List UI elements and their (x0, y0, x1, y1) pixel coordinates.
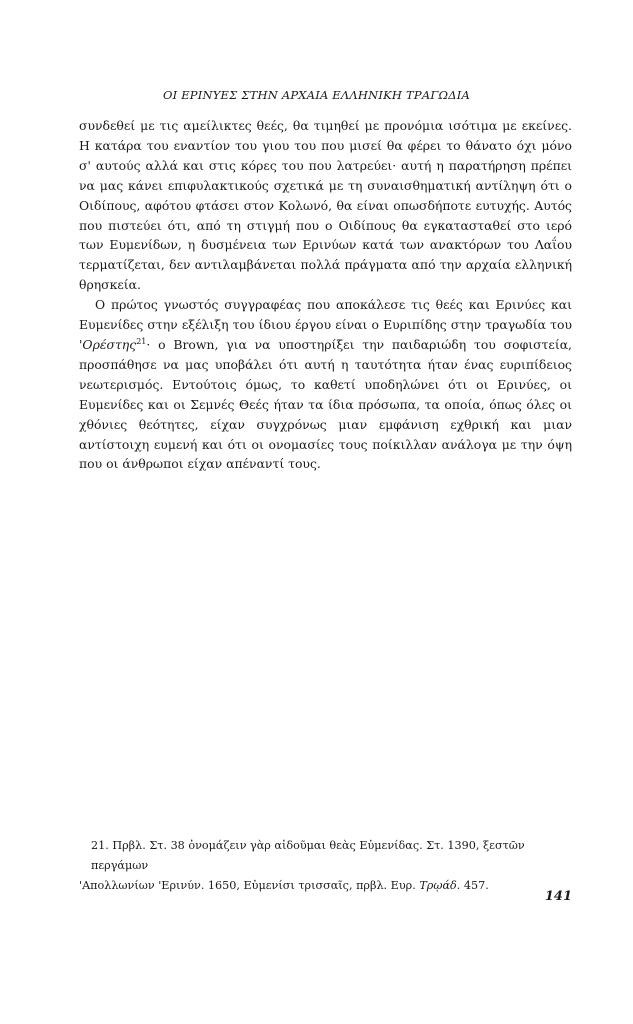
footnote-line-2-part-b: 457. (463, 879, 489, 892)
footnote-line-2-part-a: 'Απολλωνίων 'Ερινύν. 1650, Εὐμενίσι τρισσαῖς, πρβλ. Ευρ. (79, 879, 416, 892)
work-title: 'Ορέστης (79, 336, 137, 352)
running-head: ΟΙ ΕΡΙΝΥΕΣ ΣΤΗΝ ΑΡΧΑΙΑ ΕΛΛΗΝΙΚΗ ΤΡΑΓΩΔΙΑ (162, 88, 471, 102)
page-number: 141 (544, 889, 572, 904)
footnote (79, 836, 579, 896)
paragraph-2 (79, 295, 572, 474)
paragraph-1: συνδεθεί με τις αμείλικτες θεές, θα τιμηθεί με προνόμια ισότιμα με εκείνες. Η κατάρα του εναντίον του γιου του που μισεί θα φέρει το θάνατο όχι μόνο σ' αυτούς αλλά και στις κόρες του που λατρεύει· αυτή η παρατήρηση πρέπει να μας κάνει επιφυλακτικούς σχετικά με τη συναισθηματική αντίληψη ότι ο Οιδίπους, αφότου φτάσει στον Κολωνό, θα είναι οπωσδήποτε ευτυχής. Αυτός που πιστεύει ότι, από τη στιγμή που ο Οιδίπους θα εγκατασταθεί στο ιερό των Ευμενίδων, η δυσμένεια των Ερινύων κατά των ανακτόρων του Λαΐου τερματίζεται, δεν αντιλαμβάνεται πολλά πράγματα από την αρχαία ελληνική θρησκεία. (79, 118, 572, 293)
footnote-marker: 21 (136, 336, 147, 346)
footnote-italic-ref: Τρῳάδ. (419, 879, 461, 892)
paragraph-2-part-a: Ο πρώτος γνωστός συγγραφέας που αποκάλεσε τις θεές και Ερινύες και Ευμενίδες στην εξέλιξη του ίδιου έργου είναι ο Ευριπίδης στην τραγωδία του (79, 297, 572, 333)
footnote-line-1: 21. Πρβλ. Στ. 38 ὀνομάζειν γὰρ αἰδοῦμαι θεὰς Εὐμενίδας. Στ. 1390, ξεστῶν περγάμων (91, 839, 525, 872)
body-text (79, 116, 572, 474)
paragraph-2-part-b: · ο Brown, για να υποστηρίξει την παιδαριώδη του σοφιστεία, προσπάθησε να μας υποβάλει ότι αυτή η ταυτότητα ήταν ένας ευριπίδειος νεωτερισμός. Εντούτοις όμως, το καθετί υποδηλώνει ότι οι Ερινύες, οι Ευμενίδες και οι Σεμνές Θεές ήταν τα ίδια πρόσωπα, τα οποία, όπως όλες οι χθόνιες θεότητες, είχαν συγχρόνως μιαν εμφάνιση εχθρική και μιαν αντίστοιχη ευμενή και ότι οι ονομασίες τους ποίκιλλαν ανάλογα με την όψη που οι άνθρωποι είχαν απέναντί τους. (79, 336, 572, 472)
